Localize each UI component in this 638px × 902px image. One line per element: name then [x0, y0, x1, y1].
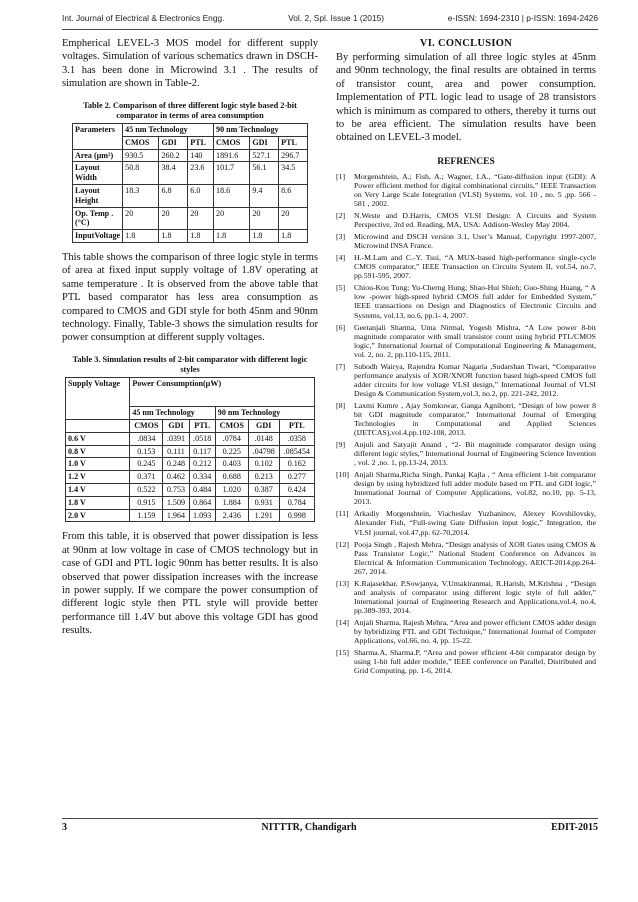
- table3-col-header: GDI: [248, 420, 279, 433]
- table-cell: 140: [188, 149, 214, 162]
- table-cell: 0.931: [248, 496, 279, 509]
- table-cell: 0.162: [279, 458, 314, 471]
- row-label: 1.4 V: [66, 484, 130, 497]
- table-row: [66, 458, 315, 471]
- footer-rule: [62, 818, 598, 819]
- table-cell: 1.020: [215, 484, 248, 497]
- table2: [72, 123, 308, 243]
- row-label: InputVoltage: [73, 230, 123, 243]
- table-cell: 1.159: [130, 509, 163, 522]
- table-cell: 20: [123, 207, 159, 230]
- table-cell: 0.688: [215, 471, 248, 484]
- table-cell: 34.5: [279, 162, 308, 185]
- table-cell: .0148: [248, 432, 279, 445]
- table2-col-header: CMOS: [214, 136, 250, 149]
- table2-header-row: [73, 124, 308, 137]
- table-cell: 0.111: [163, 445, 189, 458]
- reference-text: N.Weste and D.Harris, CMOS VLSI Design: A Circuits and System Perspective, 3rd ed. Reading, MA, USA: Addison-Wesley May 2004.: [354, 211, 596, 230]
- footer-edition: EDIT-2015: [551, 822, 598, 833]
- table2-col-header: CMOS: [123, 136, 159, 149]
- reference-text: Anjali Sharma,Richa Singh, Pankaj Kajla , “ Area efficient 1-bit comparator design by using hybridized full adder module based on PTL and GDI logic,” International Journal of Computer Applications, vol.82, no.10, pp. 5-13, 2013.: [354, 470, 596, 507]
- row-label: 0.6 V: [66, 432, 130, 445]
- reference-item: [336, 540, 596, 576]
- row-label: Layout Height: [73, 185, 123, 208]
- table-cell: 18.6: [214, 185, 250, 208]
- reference-number: [11]: [336, 509, 349, 519]
- row-label: Area (µm²): [73, 149, 123, 162]
- table-cell: 0.387: [248, 484, 279, 497]
- table-cell: 0.371: [130, 471, 163, 484]
- reference-number: [14]: [336, 617, 349, 627]
- table3-col-header: PTL: [279, 420, 314, 433]
- table-cell: 0.424: [279, 484, 314, 497]
- table-row: [73, 162, 308, 185]
- table-cell: 1.8: [250, 230, 279, 243]
- reference-list: [336, 172, 596, 675]
- reference-number: [15]: [336, 648, 349, 658]
- row-label: 2.0 V: [66, 509, 130, 522]
- table3-tech90-header: 90 nm Technology: [215, 407, 314, 420]
- table-cell: 20: [214, 207, 250, 230]
- table-cell: 1.8: [123, 230, 159, 243]
- reference-text: Chiou-Kou Tung; Yu-Cherng Hung; Shao-Hui Shieh; Guo-Shing Huang, “ A low -power high-speed hybrid CMOS full adder for Embedded System,” IEEE transactions on Design and Diagnostics of Electronic Circuits and Systems, vol.13, no.6, pp.1- 4, 2007.: [354, 283, 596, 320]
- reference-item: [336, 579, 596, 615]
- table3-col-header: CMOS: [130, 420, 163, 433]
- reference-item: [336, 283, 596, 319]
- row-label: 0.8 V: [66, 445, 130, 458]
- reference-item: [336, 648, 596, 675]
- table-cell: 1.8: [188, 230, 214, 243]
- page-footer: [62, 822, 598, 833]
- table2-tech90-header: 90 nm Technology: [214, 124, 308, 137]
- reference-item: [336, 232, 596, 250]
- reference-number: [10]: [336, 470, 349, 480]
- reference-number: [9]: [336, 440, 346, 450]
- conclusion-heading: VI. CONCLUSION: [419, 38, 513, 49]
- table-cell: 930.5: [123, 149, 159, 162]
- table2-caption: Table 2. Comparison of three different logic style based 2-bit comparator in terms of area consumption: [83, 100, 297, 120]
- table-row: [73, 185, 308, 208]
- table3: [65, 377, 315, 522]
- table-cell: 2.436: [215, 509, 248, 522]
- reference-number: [12]: [336, 539, 349, 549]
- table-cell: .0518: [189, 432, 215, 445]
- table-cell: 1.8: [214, 230, 250, 243]
- table-cell: 0.462: [163, 471, 189, 484]
- table-cell: 1.093: [189, 509, 215, 522]
- table-cell: 0.484: [189, 484, 215, 497]
- table-cell: 0.117: [189, 445, 215, 458]
- table-cell: 1.509: [163, 496, 189, 509]
- table2-param-header: Parameters: [73, 124, 123, 150]
- table3-body: [66, 432, 315, 522]
- reference-item: [336, 362, 596, 398]
- reference-item: [336, 401, 596, 437]
- reference-number: [7]: [336, 361, 346, 371]
- table-cell: 23.6: [188, 162, 214, 185]
- table3-supply-header: Supply Voltage: [66, 378, 130, 420]
- table-cell: 8.6: [279, 185, 308, 208]
- table-cell: 0.864: [189, 496, 215, 509]
- journal-name: Int. Journal of Electrical & Electronics Engg.: [62, 13, 225, 23]
- header-rule: [62, 29, 598, 30]
- table-cell: 20: [250, 207, 279, 230]
- table-cell: 9.4: [250, 185, 279, 208]
- table-cell: .085454: [279, 445, 314, 458]
- table-cell: 0.213: [248, 471, 279, 484]
- reference-number: [2]: [336, 211, 346, 221]
- table-row: [66, 509, 315, 522]
- table-cell: .0358: [279, 432, 314, 445]
- table-row: [73, 207, 308, 230]
- table-cell: 0.245: [130, 458, 163, 471]
- table3-col-header: CMOS: [215, 420, 248, 433]
- table3-col-header: PTL: [189, 420, 215, 433]
- table3-subheader-row: [66, 420, 315, 433]
- reference-item: [336, 172, 596, 208]
- table-cell: 260.2: [159, 149, 188, 162]
- table-cell: 0.225: [215, 445, 248, 458]
- table-cell: 0.212: [189, 458, 215, 471]
- table-cell: 0.784: [279, 496, 314, 509]
- table-cell: 1.884: [215, 496, 248, 509]
- volume-info: Vol. 2, Spl. Issue 1 (2015): [288, 13, 385, 23]
- footer-organization: NITTTR, Chandigarh: [261, 822, 357, 833]
- table-row: [73, 149, 308, 162]
- table-cell: 0.248: [163, 458, 189, 471]
- table-cell: .0784: [215, 432, 248, 445]
- table2-tech45-header: 45 nm Technology: [123, 124, 214, 137]
- table-cell: 18.3: [123, 185, 159, 208]
- reference-text: Morgenshtein, A.; Fish, A.; Wagner, I.A., “Gate-diffusion input (GDI): A Power efficient method for digital combinational circuits,” IEEE Transaction on Very Large Scale Integration (VLSI) Systems, vol. 10 , no. 5 ,pp. 566 - 581 , 2002.: [354, 171, 596, 208]
- issn-info: e-ISSN: 1694-2310 | p-ISSN: 1694-2426: [447, 13, 598, 23]
- table-cell: 101.7: [214, 162, 250, 185]
- table-cell: 296.7: [279, 149, 308, 162]
- reference-text: K.Rajasekhar, P.Sowjanya, V.Umakiranmai, R.Harish, M.Krishna , “Design and analysis of comparator using different logic style of full adder,” International journal of Engineering Research and Applications,vol.4, no.4, pp.389-393, 2014.: [354, 578, 596, 615]
- table-cell: 0.753: [163, 484, 189, 497]
- table3-caption: Table 3. Simulation results of 2-bit comparator with different logic styles: [72, 354, 308, 375]
- table-cell: 1.964: [163, 509, 189, 522]
- table-cell: 56.1: [250, 162, 279, 185]
- table2-col-header: GDI: [159, 136, 188, 149]
- table-cell: 0.915: [130, 496, 163, 509]
- table-row: [66, 432, 315, 445]
- table-cell: 0.522: [130, 484, 163, 497]
- references-heading: REFRENCES: [437, 156, 495, 167]
- reference-text: Anjali Sharma, Rajesh Mehra, “Area and power efficient CMOS adder design by hybridizing PTL and GDI Technique,” International Journal of Computer Applications, vol.66, no. 4, pp. 15-22.: [354, 617, 596, 646]
- table-cell: 1891.6: [214, 149, 250, 162]
- table-row: [66, 445, 315, 458]
- reference-text: H.-M.Lam and C.-Y. Tsui, “A MUX-based high-performance single-cycle CMOS comparator,” IEEE Transaction on Circuits System II, vol.54, no.7, pp.591-595, 2007.: [354, 253, 596, 281]
- table-row: [73, 230, 308, 243]
- table-cell: 6.0: [188, 185, 214, 208]
- reference-number: [3]: [336, 232, 346, 242]
- reference-number: [4]: [336, 253, 346, 263]
- table-cell: 0.403: [215, 458, 248, 471]
- reference-number: [8]: [336, 400, 346, 410]
- table2-body: [73, 149, 308, 242]
- table-cell: 0.277: [279, 471, 314, 484]
- table-cell: 1.8: [159, 230, 188, 243]
- table-cell: .0391: [163, 432, 189, 445]
- table-cell: 0.998: [279, 509, 314, 522]
- table-cell: 0.102: [248, 458, 279, 471]
- area-discussion-paragraph: This table shows the comparison of three logic style in terms of area at fixed input supply voltage of 1.8V operating at same temperature . It is observed from the above table that PTL based comparator has less area consumption as compared to CMOS and GDI style for both 45nm and 90nm technology. Finally, Table-3 shows the simulation results for power consumption at different supply voltages.: [62, 252, 318, 344]
- table-cell: 6.8: [159, 185, 188, 208]
- reference-item: [336, 509, 596, 536]
- reference-text: Sharma.A, Sharma.P, “Area and power efficient 4-bit comparator design by using 1-bit full adder module,” IEEE conference on Parallel, Distributed and Grid Computing, pp. 1-6, 2014.: [354, 648, 596, 676]
- table2-col-header: PTL: [188, 136, 214, 149]
- table-cell: .0834: [130, 432, 163, 445]
- table-cell: .04798: [248, 445, 279, 458]
- table-cell: 1.291: [248, 509, 279, 522]
- table3-header-row: [66, 378, 315, 407]
- row-label: 1.0 V: [66, 458, 130, 471]
- table3-power-header: Power Consumption(µW): [130, 378, 315, 407]
- table-row: [66, 471, 315, 484]
- reference-item: [336, 618, 596, 645]
- table-cell: 38.4: [159, 162, 188, 185]
- reference-item: [336, 440, 596, 467]
- page-number: 3: [62, 822, 67, 833]
- table-cell: 527.1: [250, 149, 279, 162]
- left-column: [62, 37, 318, 646]
- row-label: Op. Temp .(°C): [73, 207, 123, 230]
- reference-text: Laxmi Kumre , Ajay Somkuwar, Ganga Agnihotri, “Design of low power 8 bit GDI magnitude comparator,” International Journal of Emerging Technologies in Computational and Applied Sciences (IJETCAS),vol.4,pp.102-108, 2013.: [354, 400, 596, 438]
- reference-text: Geetanjali Sharma, Uma Nirmal, Yogesh Mishra, “A Low power 8-bit magnitude comparator with small transistor count using hybrid PTL/CMOS logic,” International Journal of Computational Engineering & Management, vol. 2, no. 2, pp.110-115, 2011.: [354, 322, 596, 359]
- row-label: 1.8 V: [66, 496, 130, 509]
- conclusion-paragraph: By performing simulation of all three logic styles at 45nm and 90nm technology, the final results are obtained in terms of transistor count, area and power consumption. Implementation of PTL logic lead to usage of 28 transistors which is minimum as compared to others, thereby it turns out to be area efficient. The simulation results have been obtained on LEVEL-3 model.: [336, 52, 596, 144]
- reference-number: [5]: [336, 283, 346, 293]
- reference-text: Arkadiy Morgenshtein, Viacheslav Yuzhaninov, Alexey Kovshilovsky, Alexander Fish, “Full-swing Gate Diffusion input logic,” Integration, the VLSI journal, vol.47,pp. 62-70,2014.: [354, 509, 596, 537]
- row-label: 1.2 V: [66, 471, 130, 484]
- table-cell: 0.334: [189, 471, 215, 484]
- table-cell: 20: [159, 207, 188, 230]
- right-column: [336, 37, 596, 678]
- table-cell: 1.8: [279, 230, 308, 243]
- reference-text: Pooja Singh , Rajesh Mehra, “Design analysis of XOR Gates using CMOS & Pass Transistor Logic,” National Student Conference on Advances in Electrical & Information Communication Technology, AEICT-2014,pp.264-267, 2014.: [354, 539, 596, 576]
- reference-text: Subodh Wairya, Rajendra Kumar Nagaria ,Sudarshan Tiwari, “Comparative performance analysis of XOR/XNOR function based high-speed CMOS full adder circuits for low voltage VLSI design,” International Journal of VLSI Design & Communication System,vol.3, no.2, pp. 221-242, 2012.: [354, 361, 596, 398]
- table3-tech45-header: 45 nm Technology: [130, 407, 215, 420]
- reference-number: [13]: [336, 578, 349, 588]
- reference-number: [6]: [336, 322, 346, 332]
- reference-text: Anjuli and Satyajit Anand , “2- Bit magnitude comparator design using different logic styles,” International Journal of Engineering Science Invention , vol. 2 ,no. 1, pp.13-24, 2013.: [354, 440, 596, 468]
- page-header: [62, 13, 598, 27]
- row-label: Layout Width: [73, 162, 123, 185]
- power-discussion-paragraph: From this table, it is observed that power dissipation is less at 90nm at low voltage in case of CMOS technology but in case of GDI and PTL logic 90nm has better results. It is also observed that power dissipation increases with the increase in power supply. If we compare the power consumption of different logic style then PTL style will provide better performance till 1.4V but above this voltage GDI has good results.: [62, 531, 318, 637]
- reference-item: [336, 253, 596, 280]
- reference-item: [336, 211, 596, 229]
- table-cell: 20: [188, 207, 214, 230]
- table-row: [66, 484, 315, 497]
- table3-empty-cell: [66, 420, 130, 433]
- table-row: [66, 496, 315, 509]
- table-cell: 50.8: [123, 162, 159, 185]
- table3-col-header: GDI: [163, 420, 189, 433]
- reference-item: [336, 470, 596, 506]
- reference-item: [336, 323, 596, 359]
- table-cell: 0.153: [130, 445, 163, 458]
- table-cell: 20: [279, 207, 308, 230]
- intro-paragraph: Empherical LEVEL-3 MOS model for different supply voltages. Simulation of various schematics drawn in DSCH-3.1 has been done in Microwind 3.1 . The results of simulation are shown in Table-2.: [62, 38, 318, 90]
- reference-number: [1]: [336, 171, 346, 181]
- table2-col-header: PTL: [279, 136, 308, 149]
- reference-text: Microwind and DSCH version 3.1, User’s Manual, Copyright 1997-2007, Microwind INSA France.: [354, 232, 596, 251]
- table2-col-header: GDI: [250, 136, 279, 149]
